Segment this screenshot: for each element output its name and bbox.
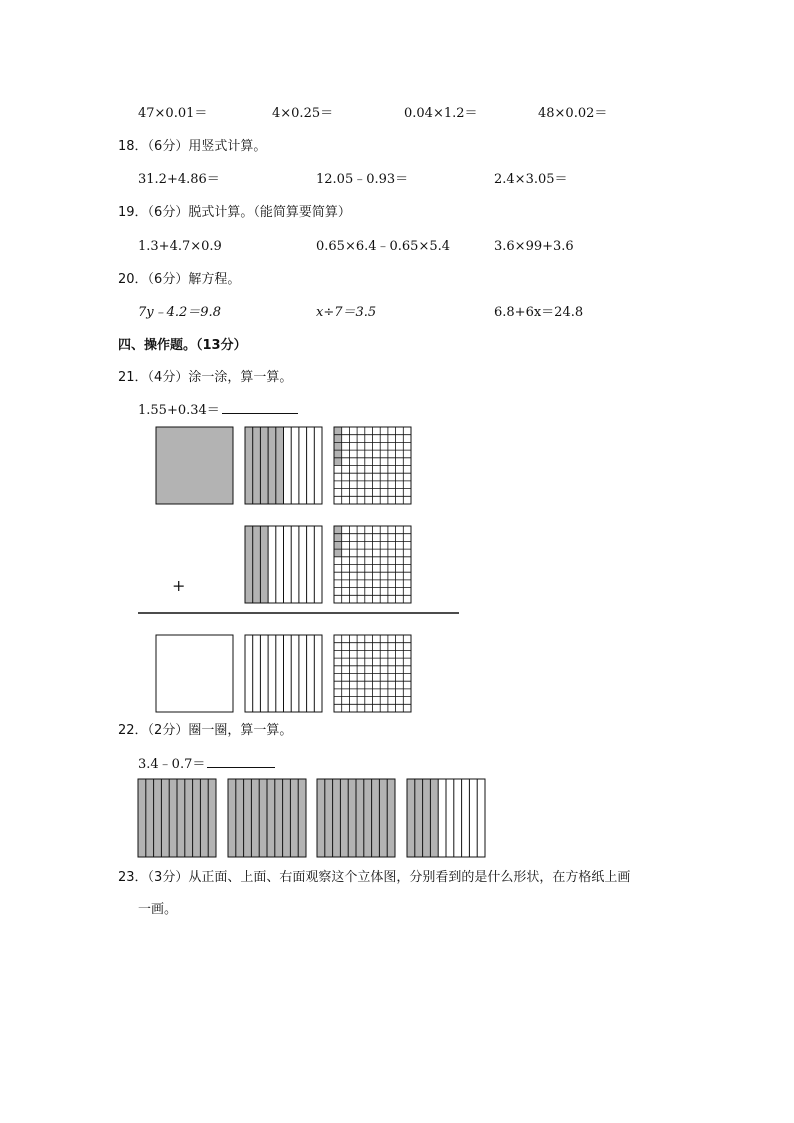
q21-title: 21．（4分）涂一涂，算一算。 [118, 370, 293, 385]
plus-sign: + [172, 576, 186, 595]
q18-item-2: 12.05﹣0.93＝ [316, 172, 409, 187]
tenth-shaded [325, 779, 333, 857]
tenth-shaded [275, 779, 283, 857]
q20-item-3: 6.8+6x＝24.8 [494, 305, 584, 320]
q22-equation: 3.4﹣0.7＝ [138, 757, 206, 772]
tenth-shaded [253, 427, 261, 504]
tenth-shaded [251, 779, 259, 857]
hundredth-shaded [334, 458, 342, 466]
tenth-shaded [169, 779, 177, 857]
tenth-shaded [259, 779, 267, 857]
tenth-shaded [268, 427, 276, 504]
tenth-shaded [387, 779, 395, 857]
hundredth-shaded [334, 427, 342, 435]
tenth-shaded [244, 779, 252, 857]
hundredth-shaded [334, 549, 342, 557]
tenth-shaded [228, 779, 236, 857]
q18-title: 18．（6分）用竖式计算。 [118, 139, 267, 154]
calc-item-2: 4×0.25＝ [272, 106, 334, 121]
calc-item-4: 48×0.02＝ [538, 106, 608, 121]
tenth-shaded [372, 779, 380, 857]
q18-item-1: 31.2+4.86＝ [138, 172, 220, 187]
tenth-shaded [236, 779, 244, 857]
hundredth-shaded [334, 526, 342, 534]
tenth-shaded [260, 427, 268, 504]
hundredth-shaded [334, 541, 342, 549]
tenth-shaded [193, 779, 201, 857]
tenth-shaded [154, 779, 162, 857]
tenth-shaded [298, 779, 306, 857]
tenth-shaded [407, 779, 415, 857]
q20-item-2: x÷7＝3.5 [316, 305, 377, 320]
q20-item-1: 7y﹣4.2＝9.8 [138, 305, 221, 320]
tenth-shaded [340, 779, 348, 857]
tenth-shaded [185, 779, 193, 857]
tenth-shaded [177, 779, 185, 857]
tenth-shaded [245, 427, 253, 504]
q21-equation: 1.55+0.34＝ [138, 403, 220, 418]
q23-line-1: 23．（3分）从正面、上面、右面观察这个立体图，分别看到的是什么形状，在方格纸上画 [118, 870, 631, 885]
calc-item-1: 47×0.01＝ [138, 106, 208, 121]
q20-title: 20．（6分）解方程。 [118, 272, 241, 287]
tenth-shaded [283, 779, 291, 857]
tenth-shaded [423, 779, 431, 857]
tenth-shaded [276, 427, 284, 504]
hundredth-shaded [334, 442, 342, 450]
tenth-shaded [200, 779, 208, 857]
tenth-shaded [138, 779, 146, 857]
tenth-shaded [260, 526, 268, 603]
tenth-shaded [364, 779, 372, 857]
unit-square [156, 635, 233, 712]
q18-item-3: 2.4×3.05＝ [494, 172, 568, 187]
tenth-shaded [146, 779, 154, 857]
tenth-shaded [290, 779, 298, 857]
tenth-shaded [379, 779, 387, 857]
q23-line-2: 一画。 [138, 902, 178, 917]
unit-square [156, 427, 233, 504]
q19-item-1: 1.3+4.7×0.9 [138, 239, 222, 254]
tenth-shaded [348, 779, 356, 857]
tenth-shaded [333, 779, 341, 857]
tenth-shaded [253, 526, 261, 603]
q22-title: 22．（2分）圈一圈，算一算。 [118, 723, 293, 738]
hundredth-shaded [334, 450, 342, 458]
hundredth-shaded [334, 534, 342, 542]
tenth-shaded [161, 779, 169, 857]
tenth-shaded [317, 779, 325, 857]
q19-item-2: 0.65×6.4﹣0.65×5.4 [316, 239, 451, 254]
tenth-shaded [415, 779, 423, 857]
calc-item-3: 0.04×1.2＝ [404, 106, 478, 121]
section-heading: 四、操作题。（13分） [118, 338, 247, 353]
q19-title: 19．（6分）脱式计算。（能简算要简算） [118, 205, 351, 220]
tenth-shaded [267, 779, 275, 857]
q19-item-3: 3.6×99+3.6 [494, 239, 574, 254]
tenth-shaded [245, 526, 253, 603]
tenth-shaded [208, 779, 216, 857]
tenth-shaded [356, 779, 364, 857]
tenth-shaded [430, 779, 438, 857]
hundredth-shaded [334, 435, 342, 443]
